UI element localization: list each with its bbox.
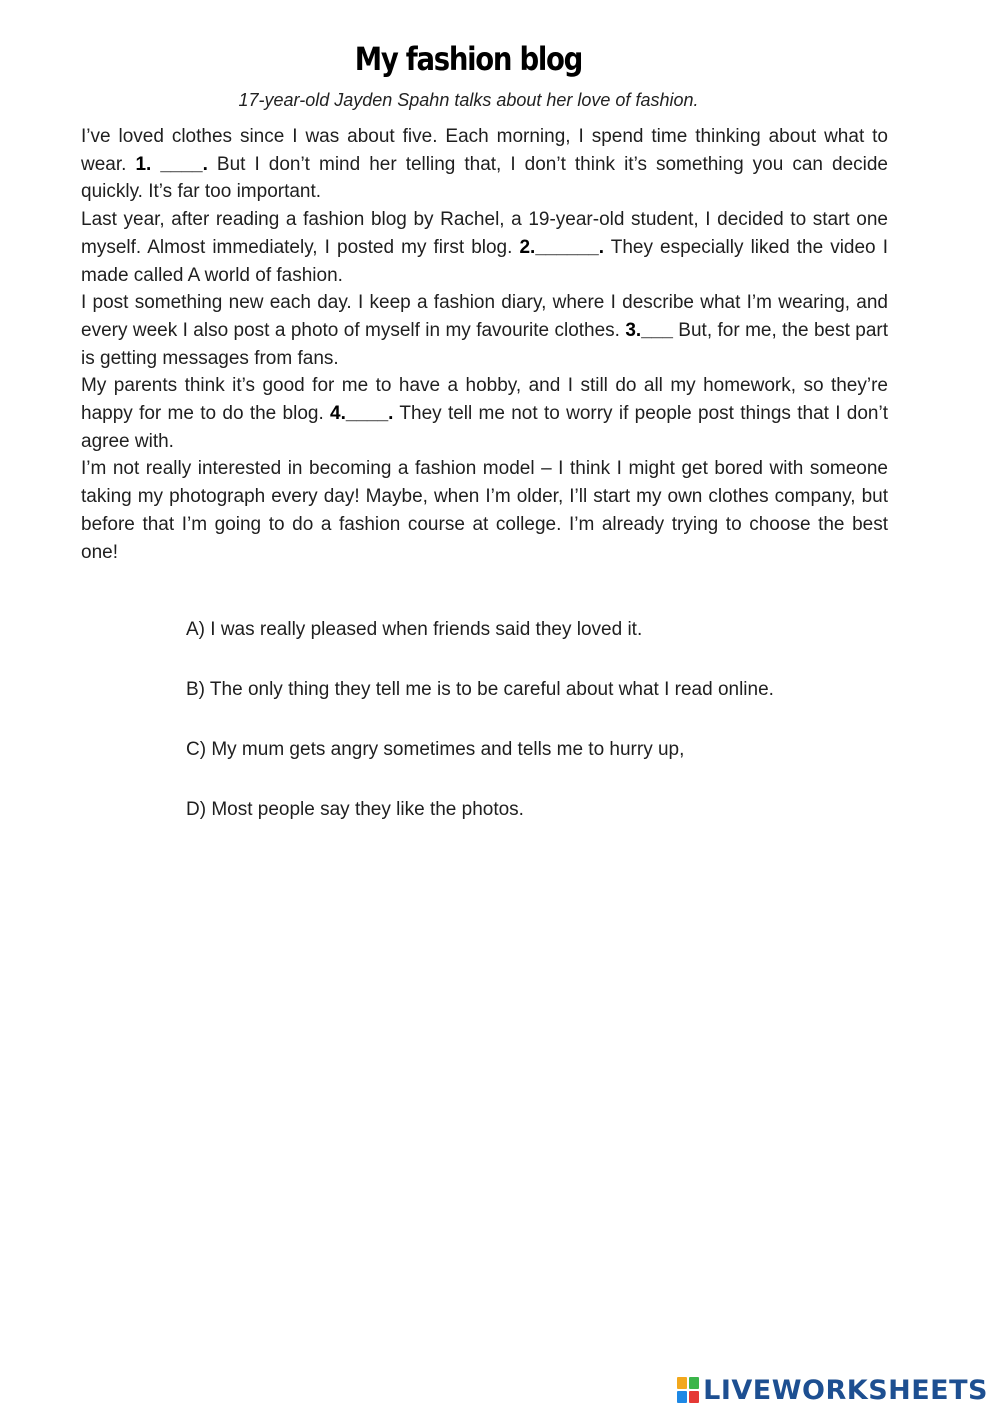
logo-tile-4	[689, 1391, 699, 1403]
logo-tile-2	[689, 1377, 699, 1389]
brand-name: LIVEWORKSHEETS	[703, 1374, 988, 1406]
logo-tile-3	[677, 1391, 687, 1403]
paragraph-2: Last year, after reading a fashion blog by Rachel, a 19-year-old student, I decided to start one myself. Almost immediately, I posted my first blog. 2.______. They especially liked the video I made called A world of fashion.	[81, 209, 888, 286]
paragraph-5: I’m not really interested in becoming a fashion model – I think I might get bored with someone taking my photograph every day! Maybe, when I’m older, I’ll start my own clothes company, but before that I’m going to do a fashion course at college. I’m already trying to choose the best one!	[81, 458, 888, 563]
gap-3: 3.___	[625, 319, 673, 341]
option-a: A) I was really pleased when friends said they loved it.	[186, 619, 643, 640]
article-body	[81, 123, 888, 566]
paragraph-4: My parents think it’s good for me to have a hobby, and I still do all my homework, so they’re happy for me to do the blog. 4.____. They tell me not to worry if people post things that I don’t agree with.	[81, 375, 888, 452]
answer-options	[186, 616, 946, 856]
logo-tile-1	[677, 1377, 687, 1389]
gap-1: 1. ____.	[135, 153, 208, 175]
option-b: B) The only thing they tell me is to be careful about what I read online.	[186, 679, 774, 700]
paragraph-3: I post something new each day. I keep a fashion diary, where I describe what I’m wearing, and every week I also post a photo of myself in my favourite clothes. 3.___ But, for me, the best part is getting messages from fans.	[81, 292, 888, 369]
page-subtitle: 17-year-old Jayden Spahn talks about her love of fashion.	[238, 90, 699, 110]
paragraph-1: I’ve loved clothes since I was about five. Each morning, I spend time thinking about what to wear. 1. ____. But I don’t mind her telling that, I don’t think it’s something you can decide quickly. It’s far too important.	[81, 126, 888, 203]
option-d: D) Most people say they like the photos.	[186, 799, 524, 820]
gap-4: 4.____.	[330, 403, 394, 425]
option-c: C) My mum gets angry sometimes and tells me to hurry up,	[186, 739, 685, 760]
gap-2: 2.______.	[519, 236, 605, 258]
liveworksheets-logo-icon	[677, 1377, 699, 1403]
liveworksheets-brand[interactable]	[677, 1374, 988, 1406]
page-title: My fashion blog	[354, 40, 583, 78]
